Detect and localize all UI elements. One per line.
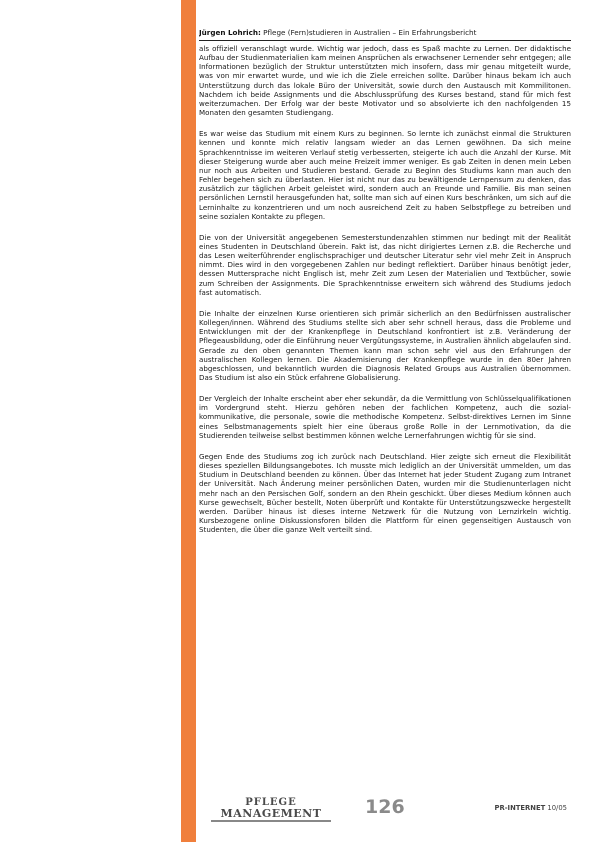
page-number: 126 — [365, 796, 405, 818]
running-header — [199, 28, 571, 37]
accent-sidebar-bar — [181, 0, 196, 842]
paragraph-2: Es war weise das Studium mit einem Kurs zu beginnen. So lernte ich zunächst einmal die Strukturen kennen und konnte mich relativ langsam wieder an das Lernen gewöhnen. Da sich meine Sprachkenntnisse im weiteren Verlauf stetig verbesserten, steigerte ich auch die Anzahl der Kurse. Mit dieser Steigerung wurde aber auch meine Freizeit immer weniger. Es gab Zeiten in denen mein Leben nur noch aus Arbeiten und Studieren bestand. Gerade zu Beginn des Studiums kann man auch den Fehler begehen sich zu überlasten. Hier ist nicht nur das zu bewältigende Lernpensum zu denken, das zusätzlich zur täglichen Arbeit geleistet wird, sondern auch an Freunde und Familie. Bis man seinen persönlichen Lernstil herausgefunden hat, sollte man sich auf einen Kurs beschränken, um sich auf die Lerninhalte zu konzentrieren und um noch ausreichend Zeit zu haben Selbstpflege zu betreiben und seine sozialen Kontakte zu pflegen. — [199, 129, 571, 221]
header-title: Pflege (Fern)studieren in Australien – Ein Erfahrungsbericht — [263, 28, 477, 37]
logo-line-1: PFLEGE — [245, 797, 297, 808]
paragraph-1: als offiziell veranschlagt wurde. Wichtig war jedoch, dass es Spaß machte zu Lernen. Der didaktische Aufbau der Studienmaterialien kam meinen Ansprüchen als erwachsener Lernender sehr entgegen; alle Informationen bezüglich der Struktur unterstützten mich insofern, dass mir genau mitgeteilt wurde, was von mir erwartet wurde, und wie ich die Ziele erreichen sollte. Darüber hinaus bekam ich auch Unterstützung durch das lokale Büro der Universität, sowie durch den Austausch mit Kommilitonen. Nachdem ich beide Assignments und die Abschlussprüfung des Kurses bestand, stand für mich fest weiterzumachen. Der Erfolg war der beste Motivator und so absolvierte ich den nachfolgenden 15 Monaten den gesamten Studiengang. — [199, 44, 571, 118]
logo-line-2: MANAGEMENT — [220, 807, 322, 820]
issue-number: 10/05 — [547, 804, 567, 812]
paragraph-6: Gegen Ende des Studiums zog ich zurück nach Deutschland. Hier zeigte sich erneut die Flexibilität dieses speziellen Bildungsangebotes. Ich musste mich lediglich an der Universität ummelden, um das Studium in Deutschland beenden zu können. Über das Internet hat jeder Student Zugang zum Intranet der Universität. Nach Änderung meiner persönlichen Daten, wurden mir die Studienunterlagen nicht mehr nach an den Persischen Golf, sondern an den Rhein geschickt. Über dieses Medium können auch Kurse gewechselt, Bücher bestellt, Noten überprüft und Kontakte für Unterstützungszwecke hergestellt werden. Darüber hinaus ist dieses interne Netzwerk für die Nutzung von Lernzirkeln wichtig. Kursbezogene online Diskussionsforen bilden die Plattform für einen gegenseitigen Austausch von Studenten, die über die ganze Welt verteilt sind. — [199, 451, 571, 535]
header-author: Jürgen Lohrich: — [199, 28, 261, 37]
paragraph-4: Die Inhalte der einzelnen Kurse orientieren sich primär sicherlich an den Bedürfnissen australischer Kollegen/innen. Während des Studiums stellte sich aber sehr schnell heraus, dass die Probleme und Entwicklungen mit der der Krankenpflege in Deutschland konfrontiert ist z.B. Veränderung der Pflegeausbildung, oder die Einführung neuer Vergütungssysteme, in Australien ähnlich abgelaufen sind. Gerade zu den oben genannten Themen kann man schon sehr viel aus den Erfahrungen der australischen Kollegen lernen. Die Akademisierung der Krankenpflege wurde in den 80er Jahren abgeschlossen, und bekanntlich wurden die Diagnosis Related Groups aus Australien übernommen. Das Studium ist also ein Stück erfahrene Globalisierung. — [199, 308, 571, 382]
journal-logo — [211, 798, 331, 820]
logo-underline — [211, 820, 331, 822]
page-footer — [199, 798, 571, 822]
paragraph-5: Der Vergleich der Inhalte erscheint aber eher sekundär, da die Vermittlung von Schlüsselqualifikationen im Vordergrund steht. Hierzu gehören neben der fachlichen Kompetenz, auch die sozial-kommunikative, die personale, sowie die methodische Kompetenz. Selbst-direktives Lernen im Sinne eines Selbstmanagements spielt hier eine überaus große Rolle in der Lernmotivation, da die Studierenden teilweise selbst bestimmen können welche Lernerfahrungen wichtig für sie sind. — [199, 394, 571, 440]
issue-info — [495, 804, 568, 812]
publication-name: PR-INTERNET — [494, 804, 546, 812]
paragraph-3: Die von der Universität angegebenen Semesterstundenzahlen stimmen nur bedingt mit der Realität eines Studenten in Deutschland überein. Fakt ist, das nicht dirigiertes Lernen z.B. die Recherche und das Lesen weiterführender englischsprachiger und deutscher Literatur sehr viel mehr Zeit in Anspruch nimmt. Dies wird in den vorgegebenen Zahlen nur bedingt reflektiert. Darüber hinaus benötigt jeder, dessen Muttersprache nicht Englisch ist, mehr Zeit zum Lesen der Materialien und Textbücher, sowie zum Schreiben der Assignments. Die Sprachkenntnisse erweitern sich während des Studiums jedoch fast automatisch. — [199, 232, 571, 297]
header-divider — [199, 40, 571, 41]
article-body — [199, 44, 571, 546]
